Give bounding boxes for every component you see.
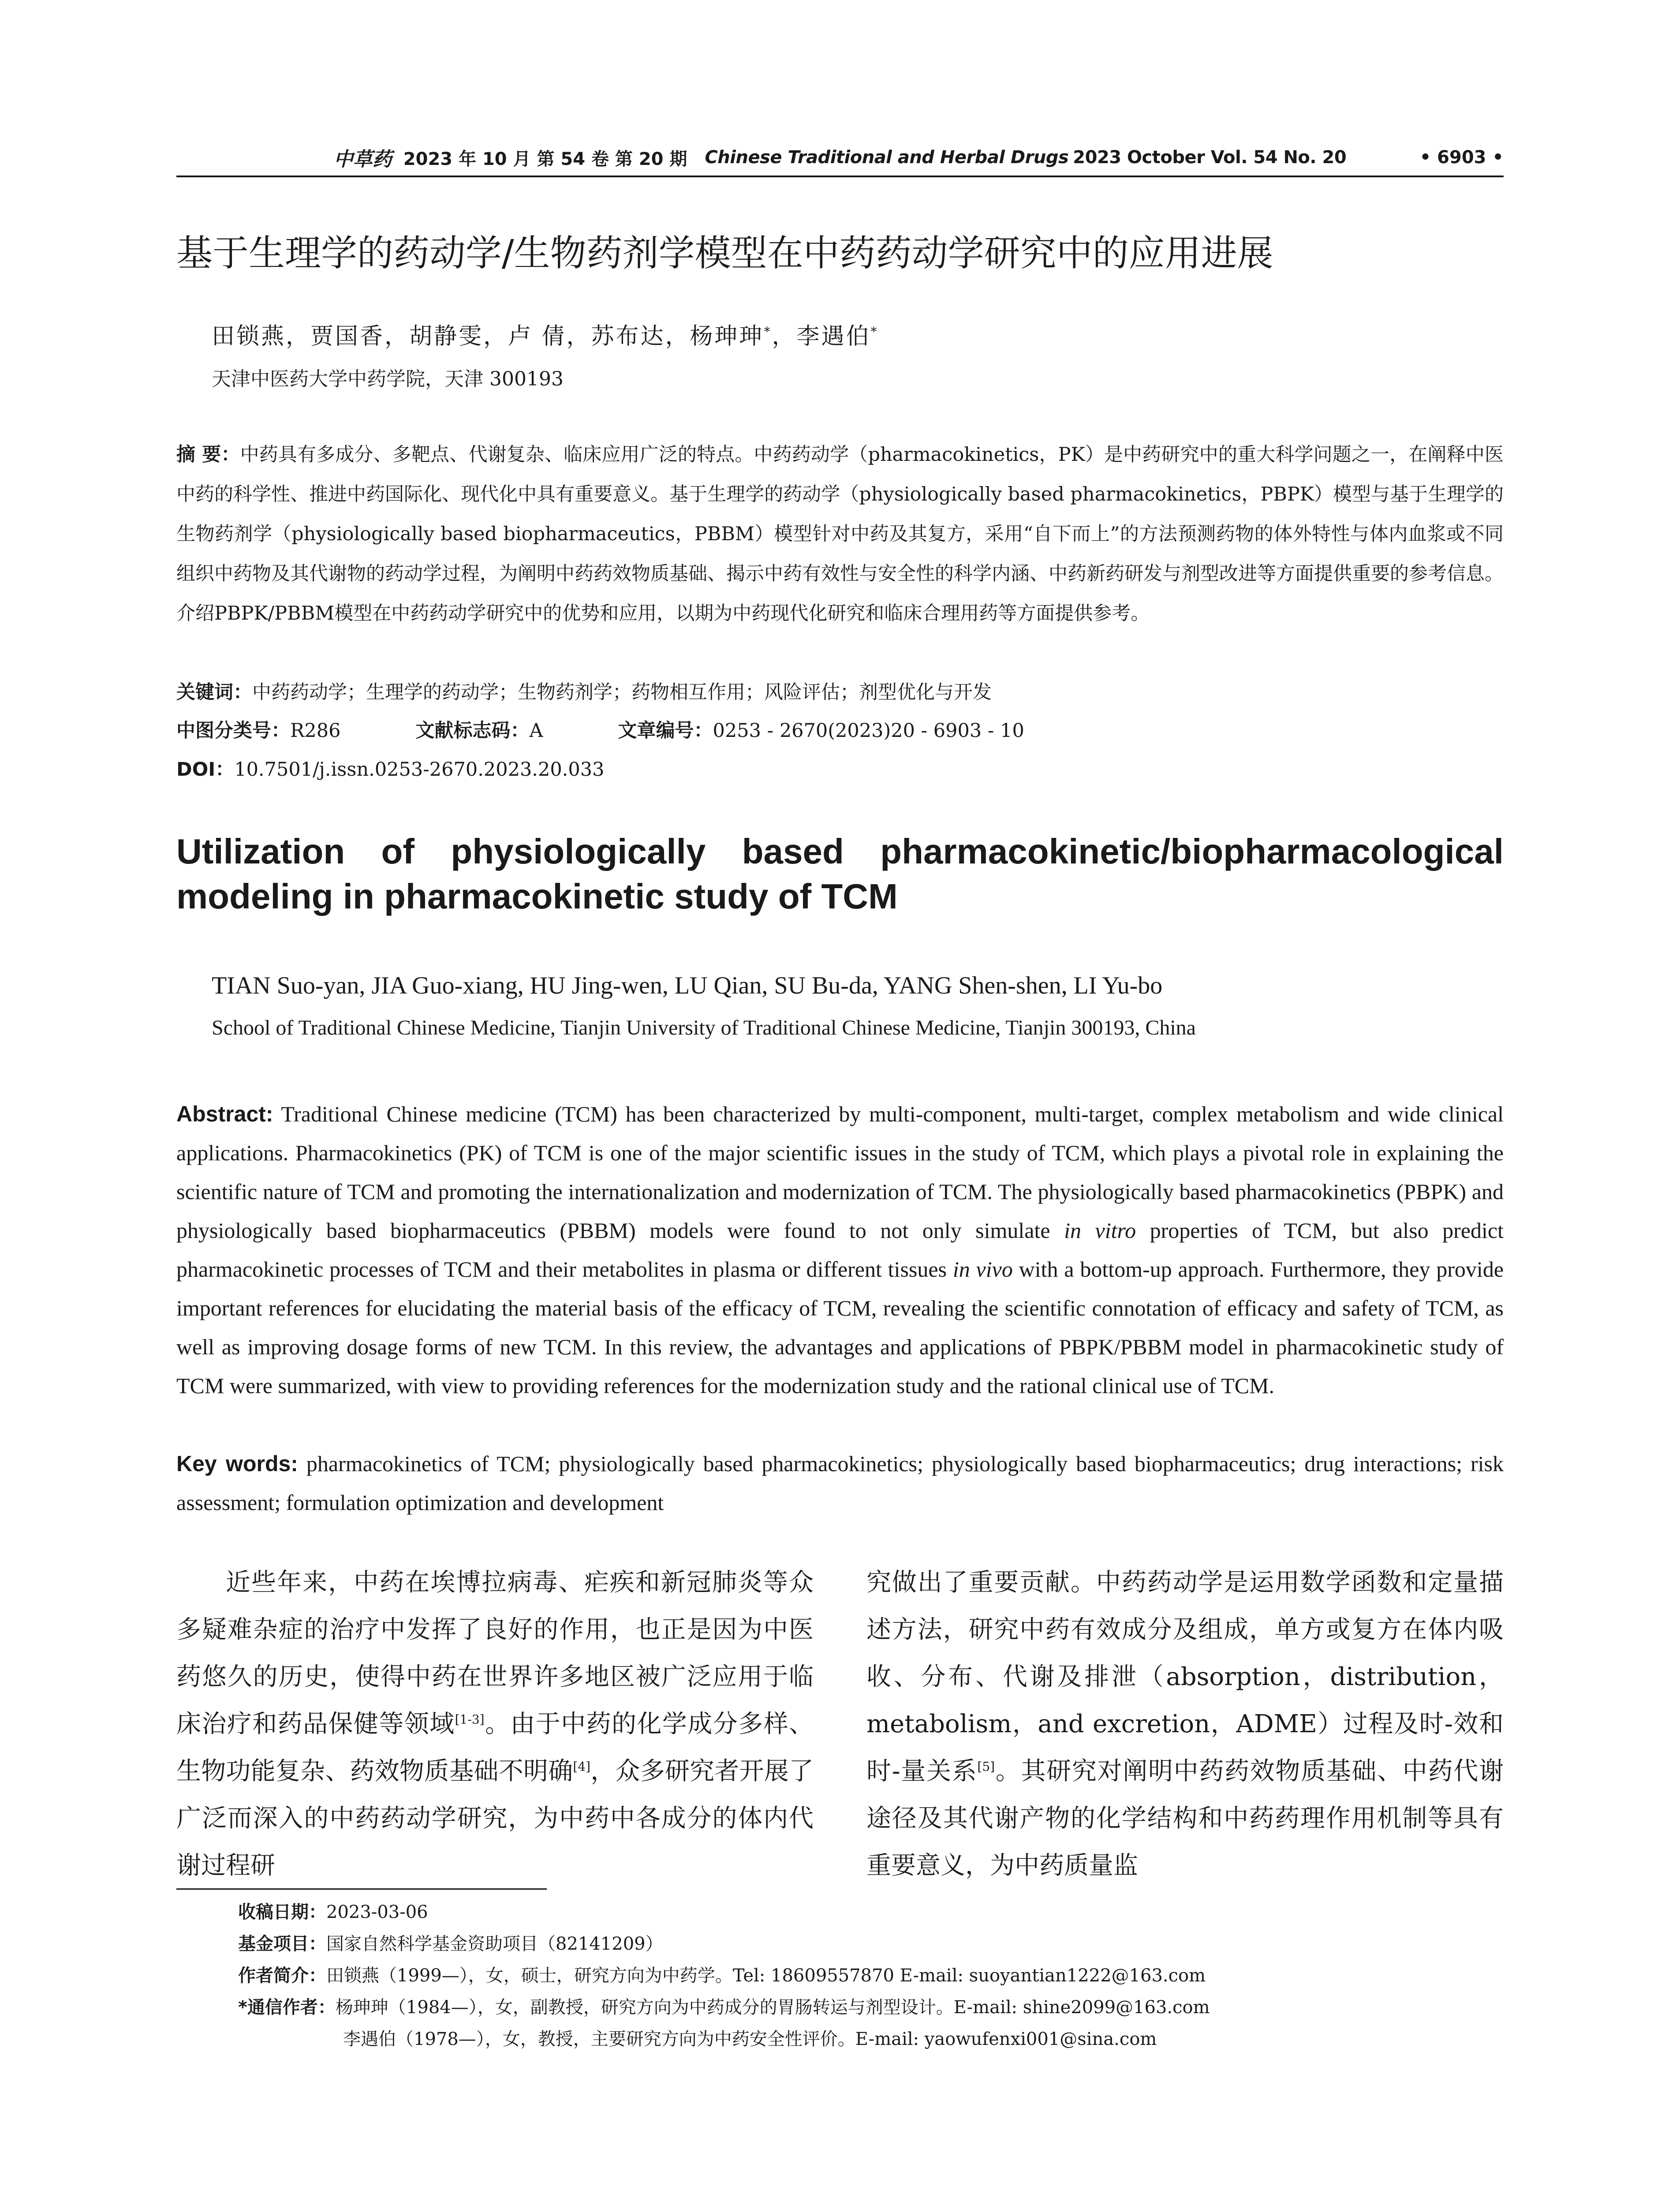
- body-text: 。由于中药的化学成分多样、生物功能复杂、药效物质基础不明确: [176, 1710, 814, 1786]
- abstract-en-label: Abstract:: [176, 1102, 273, 1126]
- received-label: 收稿日期：: [238, 1902, 326, 1922]
- fund-label: 基金项目：: [238, 1934, 326, 1954]
- title-en-word: physiologically: [451, 832, 706, 871]
- corresponding-mark: *: [764, 324, 772, 339]
- abstract-en-italic: in vivo: [952, 1257, 1013, 1282]
- footnote-received: [238, 1896, 1504, 1928]
- classification-line: [176, 711, 1024, 751]
- header-rule: [176, 176, 1504, 177]
- doc-code-value: A: [529, 720, 543, 742]
- footnote-corresponding-2: 李遇伯（1978—），女，教授，主要研究方向为中药安全性评价。E-mail: yaowufenxi001@sina.com: [343, 2029, 1157, 2049]
- article-number-value: 0253 - 2670(2023)20 - 6903 - 10: [713, 720, 1024, 742]
- article-title-cn: 基于生理学的药动学/生物药剂学模型在中药药动学研究中的应用进展: [176, 232, 1273, 274]
- page-number: • 6903 •: [1419, 147, 1504, 168]
- doi-label: DOI：: [176, 759, 235, 781]
- title-en-word: pharmacokinetic/biopharmacological: [880, 832, 1504, 871]
- clc-label: 中图分类号：: [176, 720, 290, 742]
- abstract-en-text: with a bottom-up approach. Furthermore, they provide important references for elucidating the material basis of the efficacy of TCM, revealing the scientific connotation of efficacy and safety of TCM, as well as improving dosage forms of new TCM. In this review, the advantages and applications of PBPK/PBBM model in pharmacokinetic study of TCM were summarized, with view to providing references for the modernization study and the rational clinical use of TCM.: [176, 1257, 1504, 1398]
- citation-ref[interactable]: [5]: [977, 1759, 995, 1774]
- body-text: 。其研究对阐明中药药效物质基础、中药代谢途径及其代谢产物的化学结构和中药药理作用机制等具有重要意义，为中药质量监: [866, 1757, 1504, 1880]
- abstract-cn-label: 摘 要：: [176, 444, 240, 466]
- title-en-line-1: [176, 829, 1504, 874]
- footnote-rule: [176, 1888, 547, 1890]
- abstract-en-text: properties of TCM, but also predict pharmacokinetic processes of TCM and their metabolites in plasma or different tissues: [176, 1218, 1504, 1282]
- body-column-right: [866, 1559, 1504, 1889]
- title-en-word: Utilization: [176, 832, 345, 871]
- article-number-label: 文章编号：: [618, 720, 713, 742]
- received-date: 2023-03-06: [326, 1902, 428, 1922]
- body-column-left: [176, 1559, 814, 1889]
- journal-name-en: Chinese Traditional and Herbal Drugs: [705, 147, 1069, 168]
- keywords-cn: [176, 673, 992, 712]
- keywords-en-label: Key words:: [176, 1451, 298, 1476]
- body-text: ，众多研究者开展了广泛而深入的中药药动学研究，为中药中各成分的体内代谢过程研: [176, 1757, 814, 1880]
- author-list-cn: [212, 321, 879, 352]
- affiliation-cn: 天津中医药大学中药学院，天津 300193: [212, 368, 564, 390]
- keywords-en: [176, 1444, 1504, 1522]
- author-bio-value: 田锁燕（1999—），女，硕士，研究方向为中药学。Tel: 18609557870 E-mail: suoyantian1222@163.com: [326, 1966, 1206, 1986]
- fund-value: 国家自然科学基金资助项目（82141209）: [326, 1934, 663, 1954]
- clc-value: R286: [290, 720, 341, 742]
- issue-info-cn: 2023 年 10 月 第 54 卷 第 20 期: [403, 149, 687, 169]
- author-names-cn: 田锁燕，贾国香，胡静雯，卢 倩，苏布达，杨珅珅: [212, 323, 764, 350]
- keywords-cn-label: 关键词：: [176, 681, 252, 703]
- doi-line: [176, 750, 604, 789]
- body-text: 究做出了重要贡献。中药药动学是运用数学函数和定量描述方法，研究中药有效成分及组成，单方或复方在体内吸收、分布、代谢及排泄（absorption，distribution，metabolism，and excretion，ADME）过程及时-效和时-量关系: [866, 1568, 1504, 1786]
- article-title-en: [176, 829, 1504, 919]
- doi-value[interactable]: 10.7501/j.issn.0253-2670.2023.20.033: [234, 759, 605, 781]
- footnote-fund: [238, 1928, 1504, 1960]
- title-en-word: based: [742, 832, 844, 871]
- footnotes: [238, 1896, 1504, 2055]
- corresponding-label: *通信作者：: [238, 1997, 336, 2018]
- author-bio-label: 作者简介：: [238, 1966, 326, 1986]
- abstract-en-text: Traditional Chinese medicine (TCM) has been characterized by multi-component, multi-target, complex metabolism and wide clinical applications. Pharmacokinetics (PK) of TCM is one of the major scientific issues in the study of TCM, which plays a pivotal role in explaining the scientific nature of TCM and promoting the internationalization and modernization of TCM. The physiologically based pharmacokinetics (PBPK) and physiologically based biopharmaceutics (PBBM) models were found to not only simulate: [176, 1102, 1504, 1243]
- affiliation-en: School of Traditional Chinese Medicine, Tianjin University of Traditional Chinese Medicine, Tianjin 300193, China: [212, 1016, 1196, 1039]
- body-text: 近些年来，中药在埃博拉病毒、疟疾和新冠肺炎等众多疑难杂症的治疗中发挥了良好的作用，也正是因为中医药悠久的历史，使得中药在世界许多地区被广泛应用于临床治疗和药品保健等领域: [176, 1568, 814, 1738]
- abstract-cn-text: 中药具有多成分、多靶点、代谢复杂、临床应用广泛的特点。中药药动学（pharmacokinetics，PK）是中药研究中的重大科学问题之一，在阐释中医中药的科学性、推进中药国际化、现代化中具有重要意义。基于生理学的药动学（physiologically based pharmacokinetics，PBPK）模型与基于生理学的生物药剂学（physiologically based biopharmaceutics，PBBM）模型针对中药及其复方，采用“自下而上”的方法预测药物的体外特性与体内血浆或不同组织中药物及其代谢物的药动学过程，为阐明中药药效物质基础、揭示中药有效性与安全性的科学内涵、中药新药研发与剂型改进等方面提供重要的参考信息。介绍PBPK/PBBM模型在中药药动学研究中的优势和应用，以期为中药现代化研究和临床合理用药等方面提供参考。: [176, 444, 1504, 624]
- citation-ref[interactable]: [4]: [573, 1759, 591, 1774]
- keywords-en-text: pharmacokinetics of TCM; physiologically based pharmacokinetics; physiologically based biopharmaceutics; drug interactions; risk assessment; formulation optimization and development: [176, 1451, 1504, 1515]
- abstract-en: [176, 1095, 1504, 1405]
- footnote-corresponding: [238, 1992, 1504, 2023]
- footnote-author: [238, 1960, 1504, 1992]
- abstract-cn: [176, 435, 1504, 633]
- issue-info-en: 2023 October Vol. 54 No. 20: [1073, 147, 1347, 168]
- title-en-line-2: modeling in pharmacokinetic study of TCM: [176, 877, 898, 916]
- corresponding-value: 杨珅珅（1984—），女，副教授，研究方向为中药成分的胃肠转运与剂型设计。E-mail: shine2099@163.com: [335, 1997, 1210, 2018]
- title-en-word: of: [381, 832, 415, 871]
- journal-name-cn: 中草药: [333, 148, 392, 171]
- running-header: [176, 142, 1504, 173]
- doc-code-label: 文献标志码：: [415, 720, 530, 742]
- citation-ref[interactable]: [1-3]: [455, 1712, 485, 1727]
- author-names-cn-last: ，李遇伯: [772, 323, 871, 350]
- author-list-en: TIAN Suo-yan, JIA Guo-xiang, HU Jing-wen, LU Qian, SU Bu-da, YANG Shen-shen, LI Yu-bo: [212, 972, 1163, 999]
- corresponding-mark: *: [870, 324, 879, 339]
- abstract-en-italic: in vitro: [1064, 1218, 1136, 1243]
- keywords-cn-text: 中药药动学；生理学的药动学；生物药剂学；药物相互作用；风险评估；剂型优化与开发: [252, 681, 992, 703]
